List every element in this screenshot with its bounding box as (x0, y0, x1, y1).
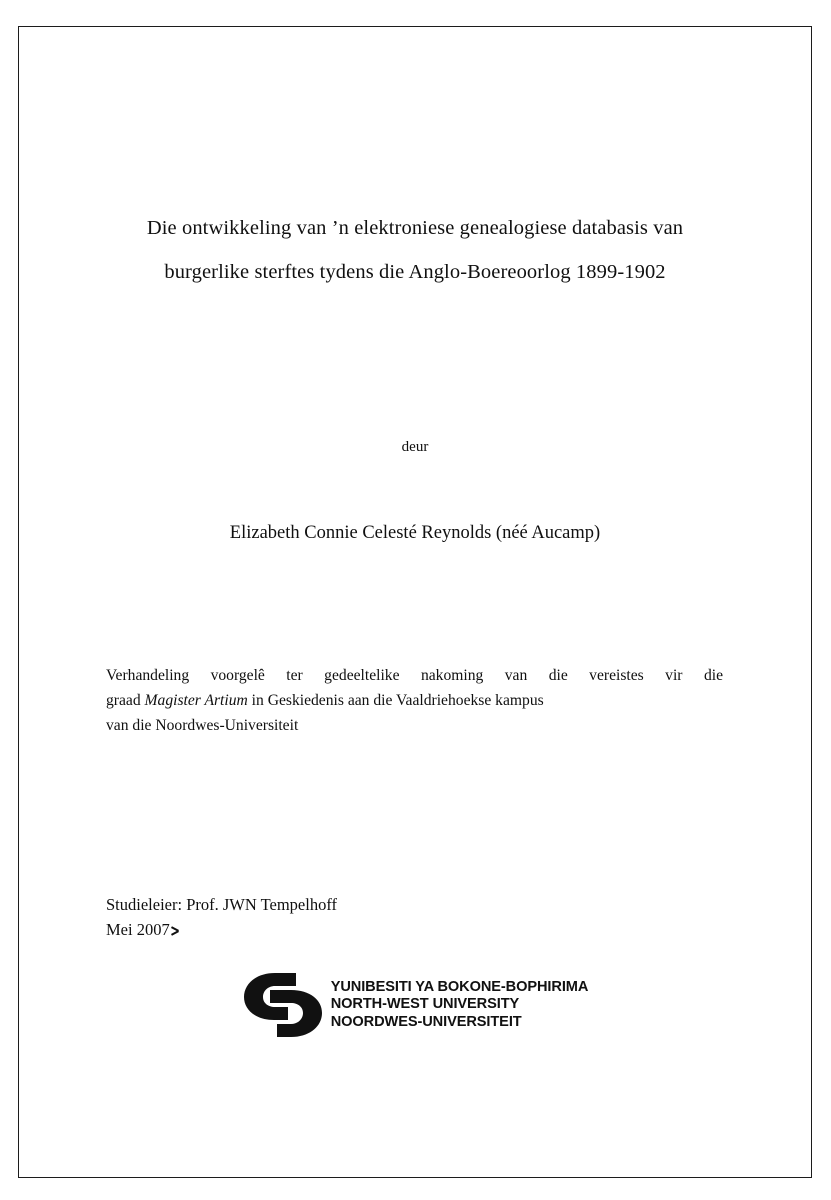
title-page-content (100, 26, 730, 1178)
by-label: deur (401, 439, 429, 455)
submission-line-3: van die Noordwes-Universiteit (106, 717, 299, 734)
logo-line-1: YUNIBESITI YA BOKONE-BOPHIRIMA (330, 978, 589, 995)
logo-wordmark (331, 979, 589, 1032)
ink-mark-artifact (171, 927, 180, 936)
submission-line-2-post: in Geskiedenis aan die Vaaldriehoekse kampus (247, 692, 544, 709)
submission-line-1: Verhandeling voorgelê ter gedeeltelike nakoming van die vereistes vir die (106, 667, 723, 684)
logo-line-3: NOORDWES-UNIVERSITEIT (330, 1013, 522, 1030)
page-title (100, 206, 730, 294)
logo-line-2: NORTH-WEST UNIVERSITY (330, 996, 520, 1013)
supervisor-block (106, 892, 606, 942)
author-name: Elizabeth Connie Celesté Reynolds (néé Aucamp) (229, 523, 601, 543)
degree-name: Magister Artium (144, 692, 248, 709)
university-logo (100, 971, 730, 1039)
date-text: Mei 2007 (106, 920, 170, 939)
submission-line-2 (106, 688, 723, 713)
title-line-2: burgerlike sterftes tydens die Anglo-Boereoorlog 1899-1902 (164, 261, 666, 283)
title-line-1: Die ontwikkeling van ’n elektroniese genealogiese databasis van (146, 217, 684, 239)
supervisor-line: Studieleier: Prof. JWN Tempelhoff (106, 895, 338, 914)
date-line (106, 917, 606, 942)
nwu-logo-icon (242, 971, 324, 1039)
submission-statement (106, 663, 723, 738)
submission-line-2-pre: graad (106, 692, 145, 709)
